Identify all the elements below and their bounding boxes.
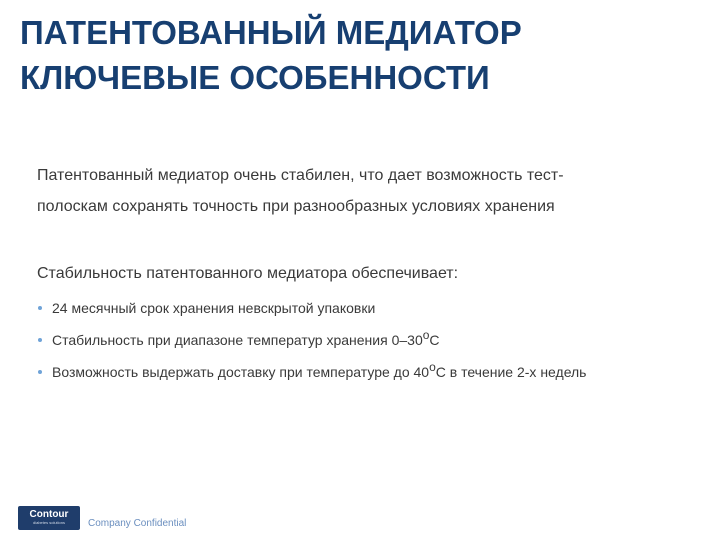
bullet-dot-icon [38, 306, 42, 310]
bullet-text-unit: C [429, 332, 440, 348]
bullet-text: 24 месячный срок хранения невскрытой упаковки [52, 300, 376, 316]
bullet-text [52, 360, 587, 380]
slide-footer [18, 504, 186, 530]
slide-title-line-1: ПАТЕНТОВАННЫЙ МЕДИАТОР [20, 14, 522, 51]
intro-line-2: полоскам сохранять точность при разнообразных условиях хранения [37, 198, 555, 215]
slide-title [20, 10, 700, 100]
confidentiality-notice: Company Confidential [88, 518, 187, 529]
bullet-text-main: Стабильность при диапазоне температур хранения 0–30 [52, 332, 423, 348]
bullet-text-main: Возможность выдержать доставку при температуре до 40 [52, 364, 430, 380]
intro-line-1: Патентованный медиатор очень стабилен, что дает возможность тест- [37, 167, 564, 184]
list-item [37, 360, 697, 396]
bullet-dot-icon [38, 338, 42, 342]
bullet-text-unit: C в течение 2-х недель [435, 364, 587, 380]
contour-logo [18, 506, 80, 530]
list-item [37, 300, 697, 332]
intro-paragraph [37, 160, 697, 222]
slide-content [37, 160, 697, 396]
degree-symbol: o [422, 328, 430, 342]
degree-symbol: o [429, 360, 436, 374]
bullet-dot-icon [38, 370, 42, 374]
slide-title-line-2: КЛЮЧЕВЫЕ ОСОБЕННОСТИ [20, 59, 490, 96]
list-item [37, 328, 697, 364]
logo-wordmark: Contour [29, 509, 69, 520]
feature-list [37, 300, 697, 396]
stability-subheading: Стабильность патентованного медиатора обеспечивает: [37, 265, 459, 282]
bullet-text [52, 328, 440, 348]
logo-tagline: diabetes solutions [32, 520, 66, 525]
